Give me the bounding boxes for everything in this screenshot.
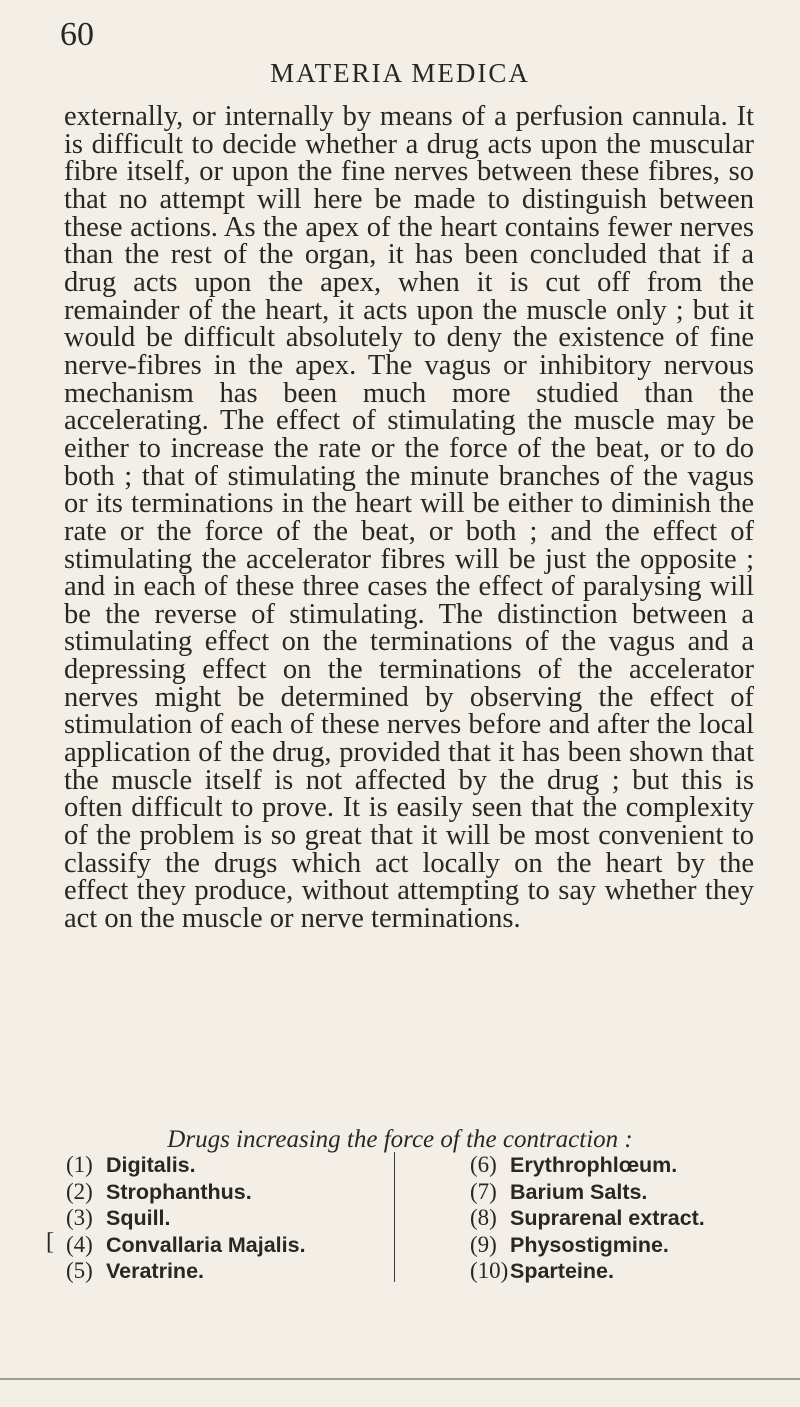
margin-bracket-mark: [ — [46, 1229, 54, 1255]
drug-name: Convallaria Majalis. — [106, 1232, 306, 1257]
drug-list-item — [470, 1152, 800, 1179]
drug-number: (7) — [470, 1178, 497, 1204]
drug-name: Digitalis. — [106, 1153, 196, 1177]
page-bottom-rule — [0, 1378, 800, 1380]
drug-number: (4) — [66, 1231, 93, 1257]
drug-list-item — [66, 1179, 396, 1206]
drug-list-item — [66, 1232, 396, 1259]
page-number: 60 — [60, 16, 94, 53]
drug-list-item — [470, 1179, 800, 1206]
drug-number: (10) — [470, 1258, 509, 1283]
drug-name: Physostigmine. — [510, 1232, 669, 1257]
drug-list-item — [470, 1232, 800, 1259]
page-header — [0, 14, 800, 88]
drug-list-item — [66, 1152, 396, 1179]
drug-number: (3) — [66, 1205, 93, 1230]
running-head: MATERIA MEDICA — [270, 58, 530, 88]
drug-list-item — [66, 1258, 396, 1285]
drug-list-item — [66, 1205, 396, 1232]
drug-name: Sparteine. — [510, 1259, 614, 1283]
column-divider — [394, 1152, 395, 1282]
drug-name: Barium Salts. — [510, 1179, 648, 1204]
drug-name: Suprarenal extract. — [510, 1206, 705, 1230]
drug-name: Erythrophlœum. — [510, 1153, 678, 1177]
drug-list-heading: Drugs increasing the force of the contraction : — [167, 1126, 633, 1153]
drug-number: (9) — [470, 1231, 497, 1257]
drug-list-item — [470, 1258, 800, 1285]
drug-list-left-column — [66, 1152, 396, 1285]
drug-number: (8) — [470, 1205, 497, 1230]
drug-number: (5) — [66, 1258, 93, 1283]
drug-name: Strophanthus. — [106, 1179, 252, 1204]
drug-name: Squill. — [106, 1206, 171, 1230]
drug-number: (2) — [66, 1178, 93, 1204]
drug-name: Veratrine. — [106, 1259, 204, 1283]
drug-list-right-column — [470, 1152, 800, 1285]
body-paragraph: externally, or internally by means of a perfusion cannula. It is difficult to decide whether a drug acts upon the muscular fibre itself, or upon the fine nerves between these fibres, so that no attempt will here be made to distinguish between these actions. As the apex of the heart contains fewer nerves than the rest of the organ, it has been concluded that if a drug acts upon the apex, when it is cut off from the remainder of the heart, it acts upon the muscle only ; but it would be difficult absolutely to deny the existence of fine nerve-fibres in the apex. The vagus or inhibitory nervous mechanism has been much more studied than the accelerating. The effect of stimulating the muscle may be either to increase the rate or the force of the beat, or to do both ; that of stimulating the minute branches of the vagus or its terminations in the heart will be either to diminish the rate or the force of the beat, or both ; and the effect of stimulating the accelerator fibres will be just the opposite ; and in each of these three cases the effect of paralysing will be the reverse of stimulating. The distinction between a stimulating effect on the terminations of the vagus and a depressing effect on the terminations of the accelerator nerves might be determined by observing the effect of stimulation of each of these nerves before and after the local application of the drug, provided that it has been shown that the muscle itself is not affected by the drug ; but this is often difficult to prove. It is easily seen that the complexity of the problem is so great that it will be most convenient to classify the drugs which act locally on the heart by the effect they produce, without attempting to say whether they act on the muscle or nerve terminations. — [64, 101, 754, 935]
drug-list — [66, 1152, 766, 1284]
drug-number: (6) — [470, 1152, 497, 1177]
drug-list-item — [470, 1205, 800, 1232]
drug-number: (1) — [66, 1152, 93, 1177]
